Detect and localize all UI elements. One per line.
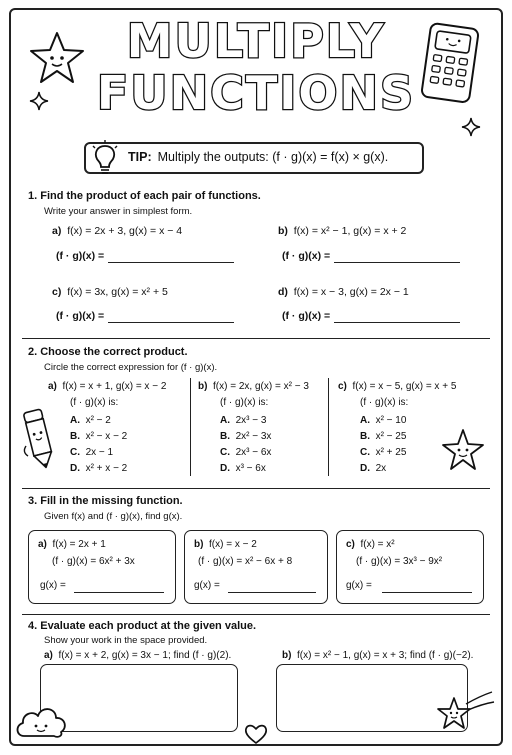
smiling-star-icon [28,30,86,86]
s3-c-fg: (f · g)(x) = 3x³ − 9x² [356,556,443,567]
s2-a-option-d[interactable]: D. x² + x − 2 [70,463,128,474]
tip-label: TIP: [128,150,152,164]
s2-c-prompt: (f · g)(x) is: [360,397,409,408]
s2-c-problem: c) f(x) = x − 5, g(x) = x + 5 [338,381,457,392]
smiling-cloud-icon [14,698,70,740]
heart-icon [244,723,268,745]
section-1-heading: 1. Find the product of each pair of functions. [28,190,261,202]
sparkle-icon [30,92,48,110]
s2-a-prompt: (f · g)(x) is: [70,397,119,408]
section-divider [22,614,490,615]
shooting-star-icon [436,688,496,738]
s3-a-answer-label: g(x) = [40,580,66,591]
pencil-icon [20,406,60,472]
s1-c-answer-line[interactable] [108,322,234,323]
s2-b-problem: b) f(x) = 2x, g(x) = x² − 3 [198,381,309,392]
s2-c-option-c[interactable]: C. x² + 25 [360,447,407,458]
tip-text [128,150,388,164]
s4-b-problem: b) f(x) = x² − 1, g(x) = x + 3; find (f · g)(−2). [282,650,474,661]
tip-body: Multiply the outputs: (f · g)(x) = f(x) × g(x). [157,150,389,164]
column-divider [190,378,191,476]
s1-b-problem: b) f(x) = x² − 1, g(x) = x + 2 [278,225,407,237]
s2-b-option-c[interactable]: C. 2x³ − 6x [220,447,272,458]
s2-c-option-a[interactable]: A. x² − 10 [360,415,407,426]
section-4-heading: 4. Evaluate each product at the given value. [28,620,257,632]
s1-c-answer-label: (f · g)(x) = [56,310,105,322]
section-1-instructions: Write your answer in simplest form. [44,206,193,217]
section-3-heading: 3. Fill in the missing function. [28,495,183,507]
section-2-heading: 2. Choose the correct product. [28,346,188,358]
s3-b-answer-line[interactable] [228,592,316,593]
s2-a-option-c[interactable]: C. 2x − 1 [70,447,114,458]
s3-c-answer-line[interactable] [382,592,472,593]
s2-b-option-b[interactable]: B. 2x² − 3x [220,431,272,442]
s1-a-answer-line[interactable] [108,262,234,263]
section-divider [22,488,490,489]
s2-b-option-a[interactable]: A. 2x³ − 3 [220,415,267,426]
column-divider [328,378,329,476]
lightbulb-icon [90,140,120,176]
section-divider [22,338,490,339]
s3-b-fg: (f · g)(x) = x² − 6x + 8 [198,556,293,567]
s3-c-f: c) f(x) = x² [346,539,395,550]
title-line-2: FUNCTIONS [96,66,416,120]
s1-b-answer-label: (f · g)(x) = [282,250,331,262]
s4-a-problem: a) f(x) = x + 2, g(x) = 3x − 1; find (f · g)(2). [44,650,232,661]
s2-c-option-b[interactable]: B. x² − 25 [360,431,407,442]
sparkle-icon [462,118,480,136]
s1-b-answer-line[interactable] [334,262,460,263]
s1-c-problem: c) f(x) = 3x, g(x) = x² + 5 [52,286,168,298]
s2-a-option-b[interactable]: B. x² − x − 2 [70,431,128,442]
calculator-icon [422,22,480,104]
s1-d-problem: d) f(x) = x − 3, g(x) = 2x − 1 [278,286,409,298]
s2-a-option-a[interactable]: A. x² − 2 [70,415,111,426]
section-3-instructions: Given f(x) and (f · g)(x), find g(x). [44,511,183,522]
smiling-star-icon [440,428,486,472]
s3-a-answer-line[interactable] [74,592,164,593]
s2-b-option-d[interactable]: D. x³ − 6x [220,463,266,474]
s1-a-problem: a) f(x) = 2x + 3, g(x) = x − 4 [52,225,183,237]
s2-a-problem: a) f(x) = x + 1, g(x) = x − 2 [48,381,167,392]
s3-a-f: a) f(x) = 2x + 1 [38,539,106,550]
s1-d-answer-label: (f · g)(x) = [282,310,331,322]
s2-b-prompt: (f · g)(x) is: [220,397,269,408]
s3-a-fg: (f · g)(x) = 6x² + 3x [52,556,135,567]
s3-b-f: b) f(x) = x − 2 [194,539,257,550]
section-2-instructions: Circle the correct expression for (f · g)(x). [44,362,218,373]
title-line-1: MULTIPLY [126,14,386,68]
section-4-instructions: Show your work in the space provided. [44,635,208,646]
s1-a-answer-label: (f · g)(x) = [56,250,105,262]
s3-c-answer-label: g(x) = [346,580,372,591]
s3-b-answer-label: g(x) = [194,580,220,591]
s1-d-answer-line[interactable] [334,322,460,323]
s2-c-option-d[interactable]: D. 2x [360,463,387,474]
